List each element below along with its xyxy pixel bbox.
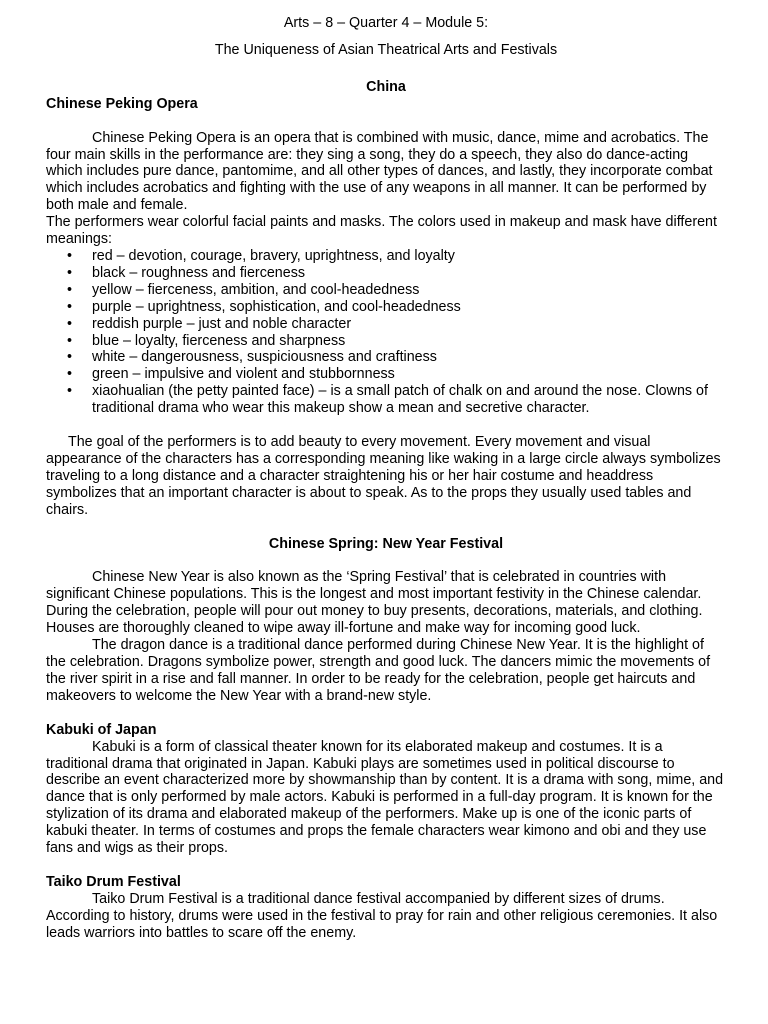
module-title: Arts – 8 – Quarter 4 – Module 5: — [283, 15, 489, 31]
list-item-text: green – impulsive and violent and stubbornness — [92, 366, 395, 383]
bullet-icon: • — [67, 366, 73, 383]
bullet-icon: • — [67, 315, 73, 332]
list-item — [46, 282, 726, 299]
list-item — [46, 248, 726, 265]
module-subtitle: The Uniqueness of Asian Theatrical Arts and Festivals — [214, 41, 558, 58]
bullet-icon: • — [67, 383, 73, 400]
list-item — [46, 333, 726, 350]
section-heading-spring-festival: Chinese Spring: New Year Festival — [268, 535, 504, 552]
list-item — [46, 349, 726, 366]
section-heading-taiko: Taiko Drum Festival — [46, 873, 181, 890]
subheading-peking-opera: Chinese Peking Opera — [46, 95, 198, 112]
list-item-text: black – roughness and fierceness — [92, 264, 305, 281]
list-item-text: red – devotion, courage, bravery, uprightness, and loyalty — [92, 247, 455, 264]
document-page — [46, 15, 726, 942]
list-item — [46, 383, 726, 417]
list-item — [46, 366, 726, 383]
peking-opera-paragraph-1: Chinese Peking Opera is an opera that is combined with music, dance, mime and acrobatics. The four main skills in the performance are: they sing a song, they do a speech, they also do dance-acting which includes pure dance, pantomime, and all other types of dances, and lastly, they incorporate combat which includes acrobatics and fighting with the use of any weapons in all manner. It can be performed by both male and female. — [46, 129, 713, 214]
list-item-text: blue – loyalty, fierceness and sharpness — [92, 332, 346, 349]
section-heading-kabuki: Kabuki of Japan — [46, 721, 157, 738]
spring-festival-paragraph-2: The dragon dance is a traditional dance performed during Chinese New Year. It is the highlight of the celebration. Dragons symbolize power, strength and good luck. The dancers mimic the movements of the river spirit in a rise and fall manner. In order to be ready for the celebration, people get haircuts and makeovers to welcome the New Year with a brand-new style. — [46, 637, 711, 704]
bullet-icon: • — [67, 298, 73, 315]
bullet-icon: • — [67, 264, 73, 281]
section-heading-china: China — [366, 78, 406, 95]
list-item — [46, 316, 726, 333]
list-item-text: white – dangerousness, suspiciousness and craftiness — [92, 349, 437, 366]
peking-opera-paragraph-3: The goal of the performers is to add beauty to every movement. Every movement and visual appearance of the characters has a corresponding meaning like waking in a large circle always symbolizes traveling to a long distance and a character straightening his or her hair costume and headdress symbolizes that an important character is about to speak. As to the props they usually used tables and chairs. — [46, 434, 721, 518]
bullet-icon: • — [67, 349, 73, 366]
bullet-icon: • — [67, 247, 73, 264]
taiko-paragraph: Taiko Drum Festival is a traditional dance festival accompanied by different sizes of drums. According to history, drums were used in the festival to pray for rain and other religious ceremonies. It also leads warriors into battles to scare off the enemy. — [46, 890, 718, 941]
bullet-icon: • — [67, 332, 73, 349]
list-item — [46, 265, 726, 282]
list-item-text: purple – uprightness, sophistication, and cool-headedness — [92, 298, 461, 315]
spring-festival-paragraph-1: Chinese New Year is also known as the ‘Spring Festival’ that is celebrated in countries with significant Chinese populations. This is the longest and most important festivity in the Chinese calendar. During the celebration, people will pour out money to buy presents, decorations, materials, and clothing. Houses are thoroughly cleaned to wipe away ill-fortune and make way for incoming good luck. — [46, 569, 703, 637]
bullet-icon: • — [67, 281, 73, 298]
list-item-text: reddish purple – just and noble character — [92, 315, 352, 332]
list-item-text: xiaohualian (the petty painted face) – is a small patch of chalk on and around the nose. Clowns of traditional drama who wear this makeup show a mean and secretive character. — [92, 383, 708, 417]
peking-opera-paragraph-2: The performers wear colorful facial paints and masks. The colors used in makeup and mask have different meanings: — [46, 214, 717, 248]
color-meanings-list — [46, 248, 726, 417]
kabuki-paragraph: Kabuki is a form of classical theater known for its elaborated makeup and costumes. It is a traditional drama that originated in Japan. Kabuki plays are sometimes used in political discourse to describe an event characterized more by showmanship than by content. It is a drama with song, mime, and dance that is only performed by male actors. Kabuki is performed in a full-day program. It is known for the stylization of its drama and elaborated makeup of the performers. Make up is one of the iconic parts of kabuki theater. In terms of costumes and props the female characters wear kimono and obi and they use fans and wigs as their props. — [46, 738, 724, 857]
list-item — [46, 299, 726, 316]
list-item-text: yellow – fierceness, ambition, and cool-headedness — [92, 281, 420, 298]
